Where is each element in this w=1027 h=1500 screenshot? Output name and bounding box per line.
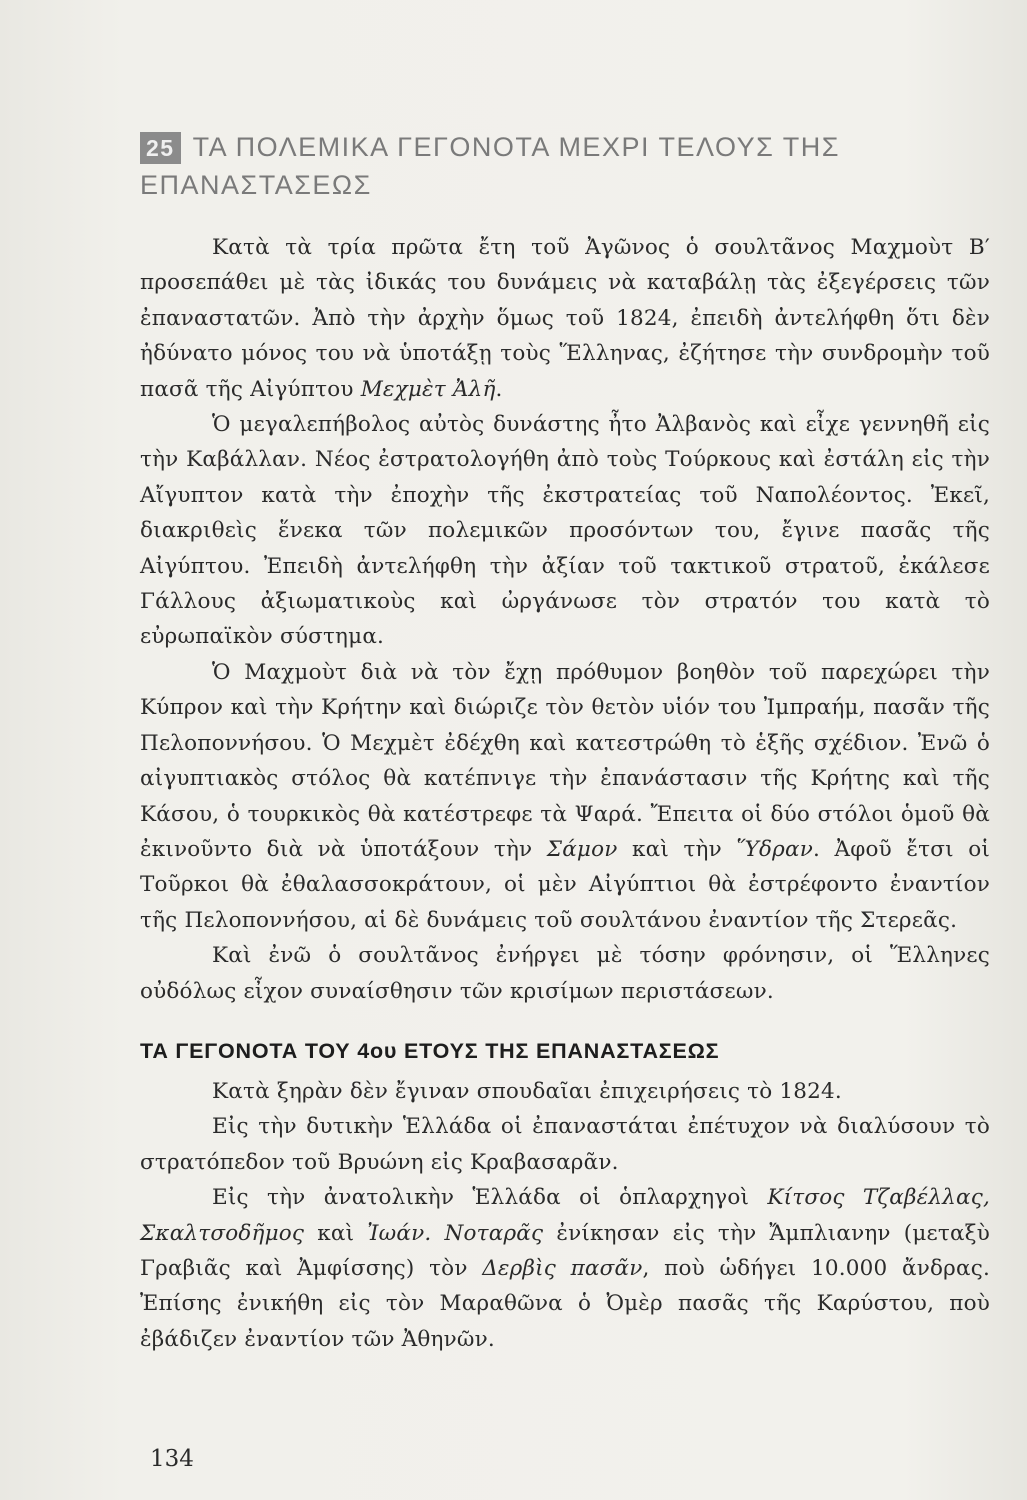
italic-name: Ἰωάν. Νοταρᾶς — [367, 1220, 544, 1246]
italic-name: Μεχμὲτ Ἀλῆ — [360, 376, 496, 402]
paragraph-text: καὶ τὴν — [617, 836, 737, 862]
section-paragraph-3 — [140, 1180, 990, 1357]
paragraph-text: Εἰς τὴν ἀνατολικὴν Ἑλλάδα οἱ ὁπλαρχηγοὶ — [212, 1185, 768, 1211]
italic-name: Κίτσος Τζαβέλλας, Σκαλτσοδῆμος — [140, 1185, 990, 1246]
paragraph-text: καὶ — [304, 1220, 368, 1246]
paragraph-text: Ὁ Μαχμοὺτ διὰ νὰ τὸν ἔχῃ πρόθυμον βοηθὸν τοῦ παρεχώρει τὴν Κύπρον καὶ τὴν Κρήτην καὶ διώριζε τὸν θετὸν υἱόν του Ἰμπραήμ, πασᾶν τῆς Πελοποννήσου. Ὁ Μεχμὲτ ἐδέχθη καὶ κατεστρώθη τὸ ἑξῆς σχέδιον. Ἐνῶ ὁ αἰγυπτιακὸς στόλος θὰ κατέπνιγε τὴν ἐπανάστασιν τῆς Κρήτης καὶ τῆς Κάσου, ὁ τουρκικὸς θὰ κατέστρεφε τὰ Ψαρά. Ἔπειτα οἱ δύο στόλοι ὁμοῦ θὰ ἐκινοῦντο διὰ νὰ ὑποτάξουν τὴν — [140, 659, 990, 862]
section-heading: ΤΑ ΓΕΓΟΝΟΤΑ ΤΟΥ 4ου ΕΤΟΥΣ ΤΗΣ ΕΠΑΝΑΣΤΑΣΕΩΣ — [140, 1038, 720, 1063]
section-paragraph-1: Κατὰ ξηρὰν δὲν ἔγιναν σπουδαῖαι ἐπιχειρήσεις τὸ 1824. — [212, 1078, 842, 1104]
italic-name: Ὕδραν — [736, 836, 814, 862]
section-paragraph-2: Εἰς τὴν δυτικὴν Ἑλλάδα οἱ ἐπαναστάται ἐπέτυχον νὰ διαλύσουν τὸ στρατόπεδον τοῦ Βρυώνη εἰς Κραβασαρᾶν. — [140, 1114, 990, 1175]
chapter-number-badge: 25 — [140, 132, 181, 164]
paragraph-text: Κατὰ τὰ τρία πρῶτα ἔτη τοῦ Ἀγῶνος ὁ σουλτᾶνος Μαχμοὺτ Β′ προσεπάθει μὲ τὰς ἰδικάς του δυνάμεις νὰ καταβάλῃ τὰς ἐξεγέρσεις τῶν ἐπαναστατῶν. Ἀπὸ τὴν ἀρχὴν ὅμως τοῦ 1824, ἐπειδὴ ἀντελήφθη ὅτι δὲν ἠδύνατο μόνος του νὰ ὑποτάξῃ τοὺς Ἕλληνας, ἐζήτησε τὴν συνδρομὴν τοῦ πασᾶ τῆς Αἰγύπτου — [140, 235, 990, 402]
paragraph-text: . Ἀφοῦ ἔτσι οἱ Τοῦρκοι θὰ ἐθαλασσοκράτουν, οἱ μὲν Αἰγύπτιοι θὰ ἐστρέφοντο ἐναντίον τῆς Πελοποννήσου, αἱ δὲ δυνάμεις τοῦ σουλτάνου ἐναντίον τῆς Στερεᾶς. — [140, 836, 990, 933]
chapter-title-text: ΤΑ ΠΟΛΕΜΙΚΑ ΓΕΓΟΝΟΤΑ ΜΕΧΡΙ ΤΕΛΟΥΣ ΤΗΣ ΕΠΑΝΑΣΤΑΣΕΩΣ — [140, 132, 840, 200]
paragraph-4: Καὶ ἐνῶ ὁ σουλτᾶνος ἐνήργει μὲ τόσην φρόνησιν, οἱ Ἕλληνες οὐδόλως εἶχον συναίσθησιν τῶν κρισίμων περιστάσεων. — [140, 943, 990, 1004]
paragraph-3 — [140, 655, 990, 938]
paragraph-text: , ποὺ ὡδήγει 10.000 ἄνδρας. Ἐπίσης ἐνικήθη εἰς τὸν Μαραθῶνα ὁ Ὀμὲρ πασᾶς τῆς Καρύστου, ποὺ ἐβάδιζεν ἐναντίον τῶν Ἀθηνῶν. — [140, 1255, 990, 1352]
text-column — [140, 128, 990, 1357]
paragraph-text: ἐνίκησαν εἰς τὴν Ἄμπλιανην (μεταξὺ Γραβιᾶς καὶ Ἀμφίσσης) τὸν — [140, 1220, 990, 1281]
paragraph-2: Ὁ μεγαλεπήβολος αὐτὸς δυνάστης ἦτο Ἀλβανὸς καὶ εἶχε γεννηθῆ εἰς τὴν Καβάλλαν. Νέος ἐστρατολογήθη ἀπὸ τοὺς Τούρκους καὶ ἐστάλη εἰς τὴν Αἴγυπτον κατὰ τὴν ἐποχὴν τῆς ἐκστρατείας τοῦ Ναπολέοντος. Ἐκεῖ, διακριθεὶς ἕνεκα τῶν πολεμικῶν προσόντων του, ἔγινε πασᾶς τῆς Αἰγύπτου. Ἐπειδὴ ἀντελήφθη τὴν ἀξίαν τοῦ τακτικοῦ στρατοῦ, ἐκάλεσε Γάλλους ἀξιωματικοὺς καὶ ὠργάνωσε τὸν στρατόν του κατὰ τὸ εὐρωπαϊκὸν σύστημα. — [140, 412, 990, 650]
page-number: 134 — [150, 1446, 194, 1472]
chapter-heading — [140, 128, 990, 204]
italic-name: Σάμον — [546, 836, 618, 862]
italic-name: Δερβὶς πασᾶν — [482, 1255, 643, 1281]
paragraph-text: . — [495, 376, 503, 402]
paragraph-1 — [140, 230, 990, 407]
